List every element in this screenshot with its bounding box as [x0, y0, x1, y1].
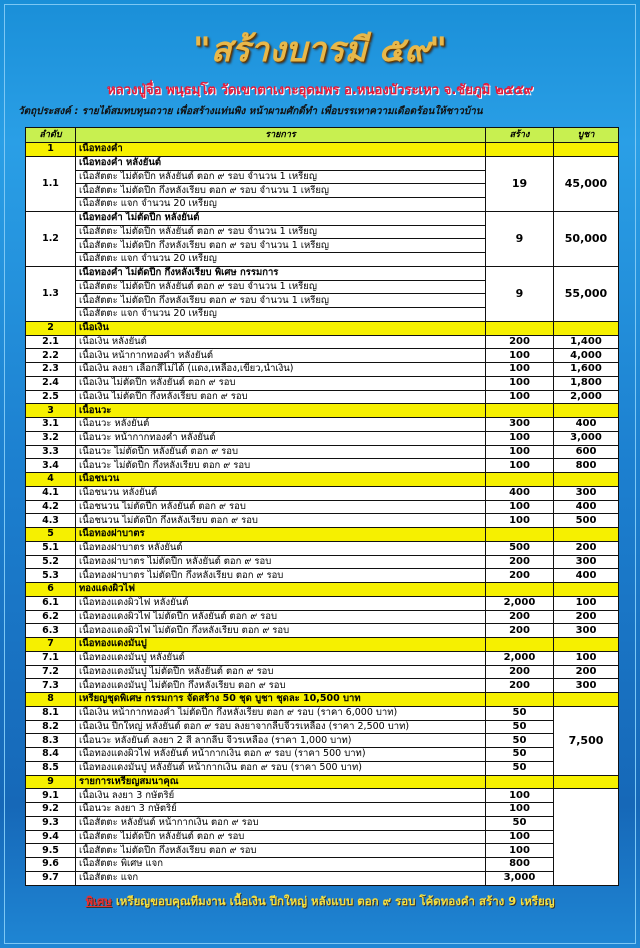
section-count: [486, 404, 554, 418]
item-count: 200: [486, 679, 554, 693]
section-price: [554, 638, 619, 652]
item-count: 100: [486, 514, 554, 528]
section-number: 2: [26, 321, 76, 335]
section-label: เนื้อเงิน: [76, 321, 486, 335]
item-number: 6.2: [26, 610, 76, 624]
section-row: [26, 321, 619, 335]
item-price: 200: [554, 665, 619, 679]
item-count: 200: [486, 555, 554, 569]
section-price: [554, 775, 619, 789]
section-count: [486, 693, 554, 707]
item-count: 800: [486, 858, 554, 872]
item-price: 300: [554, 555, 619, 569]
section-label: เนื้อทองคำ: [76, 143, 486, 157]
item-count: 50: [486, 706, 554, 720]
section-count: [486, 775, 554, 789]
item-price: 45,000: [554, 156, 619, 211]
item-price: 3,000: [554, 431, 619, 445]
section-number: 8: [26, 693, 76, 707]
section-count: [486, 583, 554, 597]
item-price: 600: [554, 445, 619, 459]
item-label: เนื้อทองแดงผิวไฟ ไม่ตัดปีก กึ่งหลังเรียบ ตอก ๙ รอบ: [76, 624, 486, 638]
item-price: 1,600: [554, 363, 619, 377]
table-row: [26, 734, 619, 748]
item-price: 400: [554, 418, 619, 432]
section-label: ทองแดงผิวไฟ: [76, 583, 486, 597]
item-label: เนื้อทองคำ ไม่ตัดปีก กึ่งหลังเรียบ พิเศษ กรรมการ: [76, 266, 486, 280]
item-label: เนื้อชนวน ไม่ตัดปีก หลังยันต์ ตอก ๙ รอบ: [76, 500, 486, 514]
item-label: เนื้อนวะ ลงยา 3 กษัตริย์: [76, 803, 486, 817]
item-subline: เนื้อสัตตะ ไม่ตัดปีก หลังยันต์ ตอก ๙ รอบ จำนวน 1 เหรียญ: [76, 170, 486, 184]
item-count: 9: [486, 266, 554, 321]
item-subline: เนื้อสัตตะ ไม่ตัดปีก กึ่งหลังเรียบ ตอก ๙ รอบ จำนวน 1 เหรียญ: [76, 239, 486, 253]
section-row: [26, 473, 619, 487]
item-count: 19: [486, 156, 554, 211]
item-number: 8.2: [26, 720, 76, 734]
item-count: 100: [486, 431, 554, 445]
table-row: [26, 376, 619, 390]
item-label: เนื้อชนวน หลังยันต์: [76, 486, 486, 500]
item-label: เนื้อสัตตะ หลังยันต์ หน้ากากเงิน ตอก ๙ รอบ: [76, 816, 486, 830]
section-count: [486, 528, 554, 542]
section-count: [486, 638, 554, 652]
item-subline: เนื้อสัตตะ แจก จำนวน 20 เหรียญ: [76, 308, 486, 322]
item-number: 2.5: [26, 390, 76, 404]
section-label: เหรียญชุดพิเศษ กรรมการ จัดสร้าง 50 ชุด บูชา ชุดละ 10,500 บาท: [76, 693, 486, 707]
section-count: [486, 143, 554, 157]
item-count: 2,000: [486, 596, 554, 610]
item-number: 2.4: [26, 376, 76, 390]
item-count: 50: [486, 734, 554, 748]
item-price: 400: [554, 500, 619, 514]
table-row: [26, 459, 619, 473]
item-number: 2.1: [26, 335, 76, 349]
table-row: [26, 555, 619, 569]
price-table: [25, 127, 619, 886]
item-price: 300: [554, 624, 619, 638]
section-row: [26, 693, 619, 707]
table-row: [26, 596, 619, 610]
col-no: ลำดับ: [26, 128, 76, 143]
item-label: เนื้อทองแดงผิวไฟ หลังยันต์: [76, 596, 486, 610]
section-price: [554, 321, 619, 335]
item-number: 8.4: [26, 748, 76, 762]
item-subline: เนื้อสัตตะ ไม่ตัดปีก กึ่งหลังเรียบ ตอก ๙ รอบ จำนวน 1 เหรียญ: [76, 294, 486, 308]
section-number: 9: [26, 775, 76, 789]
item-number: 4.3: [26, 514, 76, 528]
table-row: [26, 871, 619, 885]
item-label: เนื้อทองแดงมันปู ไม่ตัดปีก กึ่งหลังเรียบ ตอก ๙ รอบ: [76, 679, 486, 693]
item-number: 6.1: [26, 596, 76, 610]
table-row: [26, 569, 619, 583]
item-price: 55,000: [554, 266, 619, 321]
section-number: 3: [26, 404, 76, 418]
table-row: [26, 651, 619, 665]
item-count: 100: [486, 445, 554, 459]
table-row: [26, 363, 619, 377]
section-label: เนื้อนวะ: [76, 404, 486, 418]
item-price: 100: [554, 596, 619, 610]
item-count: 50: [486, 720, 554, 734]
table-row: [26, 844, 619, 858]
table-row: [26, 445, 619, 459]
item-number: 9.6: [26, 858, 76, 872]
item-label: เนื้อเงิน ไม่ตัดปีก กึ่งหลังเรียบ ตอก ๙ รอบ: [76, 390, 486, 404]
item-label: เนื้อเงิน ปีกใหญ่ หลังยันต์ ตอก ๙ รอบ ลงยาจากลีบจีวรเหลือง (ราคา 2,500 บาท): [76, 720, 486, 734]
item-label: เนื้อทองฝาบาตร ไม่ตัดปีก หลังยันต์ ตอก ๙ รอบ: [76, 555, 486, 569]
item-number: 3.4: [26, 459, 76, 473]
item-count: 50: [486, 761, 554, 775]
purpose-line: วัตถุประสงค์ : รายได้สมทบทุนถวาย เพื่อสร้างแท่นพิง หน้าผามศักดิ์ทำ เพื่อบรรเทาความเดือดร้อนให้ชาวบ้าน: [18, 106, 483, 117]
section-row: [26, 404, 619, 418]
item-count: 100: [486, 500, 554, 514]
item-number: 9.2: [26, 803, 76, 817]
table-row: [26, 830, 619, 844]
col-price: บูชา: [554, 128, 619, 143]
item-label: เนื้อสัตตะ ไม่ตัดปีก กึ่งหลังเรียบ ตอก ๙ รอบ: [76, 844, 486, 858]
section-price: [554, 693, 619, 707]
item-count: 200: [486, 335, 554, 349]
section-label: เนื้อทองแดงมันปู: [76, 638, 486, 652]
table-row: [26, 418, 619, 432]
item-price: 2,000: [554, 390, 619, 404]
table-header: [26, 128, 619, 143]
section-price: [554, 473, 619, 487]
section-price: [554, 143, 619, 157]
item-count: 100: [486, 376, 554, 390]
item-number: 1.3: [26, 266, 76, 321]
table-row: [26, 761, 619, 775]
table-row: [26, 803, 619, 817]
table-row: [26, 624, 619, 638]
table-row: [26, 335, 619, 349]
item-count: 500: [486, 541, 554, 555]
item-number: 9.1: [26, 789, 76, 803]
shared-price: 7,500: [554, 706, 619, 775]
item-number: 9.5: [26, 844, 76, 858]
item-price: 400: [554, 569, 619, 583]
item-price: 1,800: [554, 376, 619, 390]
section-label: เนื้อทองฝาบาตร: [76, 528, 486, 542]
item-label: เนื้อเงิน ลงยา 3 กษัตริย์: [76, 789, 486, 803]
item-label: เนื้อเงิน ลงยา เลือกสีไม่ได้ (แดง,เหลือง,เขียว,น้ำเงิน): [76, 363, 486, 377]
table-row: [26, 541, 619, 555]
section-number: 5: [26, 528, 76, 542]
table-row: [26, 431, 619, 445]
table-row: [26, 156, 619, 170]
footer-note: [0, 893, 640, 911]
item-price: 300: [554, 679, 619, 693]
section-price: [554, 404, 619, 418]
table-row: [26, 720, 619, 734]
table-row: [26, 514, 619, 528]
item-number: 2.3: [26, 363, 76, 377]
section-number: 1: [26, 143, 76, 157]
col-count: สร้าง: [486, 128, 554, 143]
table-row: [26, 266, 619, 280]
item-label: เนื้อทองฝาบาตร หลังยันต์: [76, 541, 486, 555]
section-price: [554, 583, 619, 597]
col-item: รายการ: [76, 128, 486, 143]
item-number: 7.3: [26, 679, 76, 693]
item-label: เนื้อเงิน ไม่ตัดปีก หลังยันต์ ตอก ๙ รอบ: [76, 376, 486, 390]
item-count: 200: [486, 665, 554, 679]
item-label: เนื้อทองคำ หลังยันต์: [76, 156, 486, 170]
item-count: 200: [486, 624, 554, 638]
item-number: 4.1: [26, 486, 76, 500]
section-price: [554, 528, 619, 542]
section-row: [26, 583, 619, 597]
table-row: [26, 486, 619, 500]
item-number: 9.7: [26, 871, 76, 885]
item-number: 3.3: [26, 445, 76, 459]
table-row: [26, 858, 619, 872]
item-count: 100: [486, 390, 554, 404]
item-label: เนื้อทองคำ ไม่ตัดปีก หลังยันต์: [76, 211, 486, 225]
item-count: 200: [486, 569, 554, 583]
item-number: 3.2: [26, 431, 76, 445]
item-number: 1.2: [26, 211, 76, 266]
item-label: เนื้อนวะ ไม่ตัดปีก หลังยันต์ ตอก ๙ รอบ: [76, 445, 486, 459]
item-label: เนื้อสัตตะ ไม่ตัดปีก หลังยันต์ ตอก ๙ รอบ: [76, 830, 486, 844]
footer-text: เหรียญขอบคุณทีมงาน เนื้อเงิน ปีกใหญ่ หลังแบบ ตอก ๙ รอบ โค้ดทองคำ สร้าง 9 เหรียญ: [111, 894, 555, 908]
item-count: 9: [486, 211, 554, 266]
item-subline: เนื้อสัตตะ ไม่ตัดปีก หลังยันต์ ตอก ๙ รอบ จำนวน 1 เหรียญ: [76, 280, 486, 294]
item-count: 200: [486, 610, 554, 624]
item-number: 5.1: [26, 541, 76, 555]
section-row: [26, 775, 619, 789]
item-label: เนื้อทองแดงมันปู ไม่ตัดปีก หลังยันต์ ตอก ๙ รอบ: [76, 665, 486, 679]
section-row: [26, 638, 619, 652]
item-price: 200: [554, 610, 619, 624]
item-number: 1.1: [26, 156, 76, 211]
item-label: เนื้อทองแดงมันปู หลังยันต์: [76, 651, 486, 665]
item-price: 4,000: [554, 349, 619, 363]
table-row: [26, 748, 619, 762]
item-label: เนื้อนวะ หลังยันต์ ลงยา 2 สี ลากลีบ จีวรเหลือง (ราคา 1,000 บาท): [76, 734, 486, 748]
item-label: เนื้อนวะ ไม่ตัดปีก กึ่งหลังเรียบ ตอก ๙ รอบ: [76, 459, 486, 473]
item-count: 300: [486, 418, 554, 432]
item-price: 200: [554, 541, 619, 555]
section-row: [26, 143, 619, 157]
item-number: 4.2: [26, 500, 76, 514]
item-number: 3.1: [26, 418, 76, 432]
item-price: 500: [554, 514, 619, 528]
item-number: 7.1: [26, 651, 76, 665]
item-price: 1,400: [554, 335, 619, 349]
table-row: [26, 349, 619, 363]
item-number: 7.2: [26, 665, 76, 679]
item-label: เนื้อทองแดงผิวไฟ หลังยันต์ หน้ากากเงิน ตอก ๙ รอบ (ราคา 500 บาท): [76, 748, 486, 762]
table-row: [26, 500, 619, 514]
item-price: 100: [554, 651, 619, 665]
item-label: เนื้อเงิน หน้ากากทองคำ ไม่ตัดปีก กึ่งหลังเรียบ ตอก ๙ รอบ (ราคา 6,000 บาท): [76, 706, 486, 720]
item-price: 300: [554, 486, 619, 500]
item-number: 8.3: [26, 734, 76, 748]
item-count: 100: [486, 789, 554, 803]
item-price: 50,000: [554, 211, 619, 266]
item-count: 100: [486, 459, 554, 473]
item-label: เนื้อเงิน หน้ากากทองคำ หลังยันต์: [76, 349, 486, 363]
item-count: 3,000: [486, 871, 554, 885]
item-label: เนื้อนวะ หลังยันต์: [76, 418, 486, 432]
item-count: 100: [486, 803, 554, 817]
item-count: 100: [486, 830, 554, 844]
item-subline: เนื้อสัตตะ แจก จำนวน 20 เหรียญ: [76, 253, 486, 267]
item-number: 9.4: [26, 830, 76, 844]
item-count: 100: [486, 844, 554, 858]
section-number: 4: [26, 473, 76, 487]
item-count: 100: [486, 349, 554, 363]
table-row: [26, 679, 619, 693]
section-row: [26, 528, 619, 542]
item-number: 8.5: [26, 761, 76, 775]
item-label: เนื้อเงิน หลังยันต์: [76, 335, 486, 349]
table-row: [26, 211, 619, 225]
section-label: รายการเหรียญสมนาคุณ: [76, 775, 486, 789]
section-count: [486, 321, 554, 335]
item-label: เนื้อสัตตะ พิเศษ แจก: [76, 858, 486, 872]
item-number: 6.3: [26, 624, 76, 638]
special-label: พิเศษ: [85, 894, 112, 908]
item-number: 5.3: [26, 569, 76, 583]
table-row: [26, 610, 619, 624]
item-label: เนื้อทองฝาบาตร ไม่ตัดปีก กึ่งหลังเรียบ ตอก ๙ รอบ: [76, 569, 486, 583]
item-number: 5.2: [26, 555, 76, 569]
item-subline: เนื้อสัตตะ แจก จำนวน 20 เหรียญ: [76, 198, 486, 212]
item-number: 8.1: [26, 706, 76, 720]
item-label: เนื้อนวะ หน้ากากทองคำ หลังยันต์: [76, 431, 486, 445]
section-number: 7: [26, 638, 76, 652]
table-row: [26, 665, 619, 679]
item-number: 2.2: [26, 349, 76, 363]
section-label: เนื้อชนวน: [76, 473, 486, 487]
item-count: 2,000: [486, 651, 554, 665]
table-row: [26, 816, 619, 830]
item-count: 400: [486, 486, 554, 500]
item-count: 100: [486, 363, 554, 377]
item-label: เนื้อทองแดงมันปู หลังยันต์ หน้ากากเงิน ตอก ๙ รอบ (ราคา 500 บาท): [76, 761, 486, 775]
poster-title: "สร้างบารมี ๕๙": [193, 30, 447, 70]
item-count: 50: [486, 816, 554, 830]
table-row: [26, 390, 619, 404]
item-label: เนื้อสัตตะ แจก: [76, 871, 486, 885]
section-count: [486, 473, 554, 487]
item-subline: เนื้อสัตตะ ไม่ตัดปีก หลังยันต์ ตอก ๙ รอบ จำนวน 1 เหรียญ: [76, 225, 486, 239]
item-subline: เนื้อสัตตะ ไม่ตัดปีก กึ่งหลังเรียบ ตอก ๙ รอบ จำนวน 1 เหรียญ: [76, 184, 486, 198]
item-label: เนื้อชนวน ไม่ตัดปีก กึ่งหลังเรียบ ตอก ๙ รอบ: [76, 514, 486, 528]
shared-price: [554, 789, 619, 885]
section-number: 6: [26, 583, 76, 597]
item-label: เนื้อทองแดงผิวไฟ ไม่ตัดปีก หลังยันต์ ตอก ๙ รอบ: [76, 610, 486, 624]
poster-subtitle: หลวงปู่จื่อ พนฺธมฺโต วัดเขาตาเงาะอุดมพร อ.หนองบัวระเหว จ.ชัยภูมิ ๒๕๕๙: [106, 82, 534, 98]
item-number: 9.3: [26, 816, 76, 830]
item-count: 50: [486, 748, 554, 762]
table-row: [26, 789, 619, 803]
table-row: [26, 706, 619, 720]
item-price: 800: [554, 459, 619, 473]
